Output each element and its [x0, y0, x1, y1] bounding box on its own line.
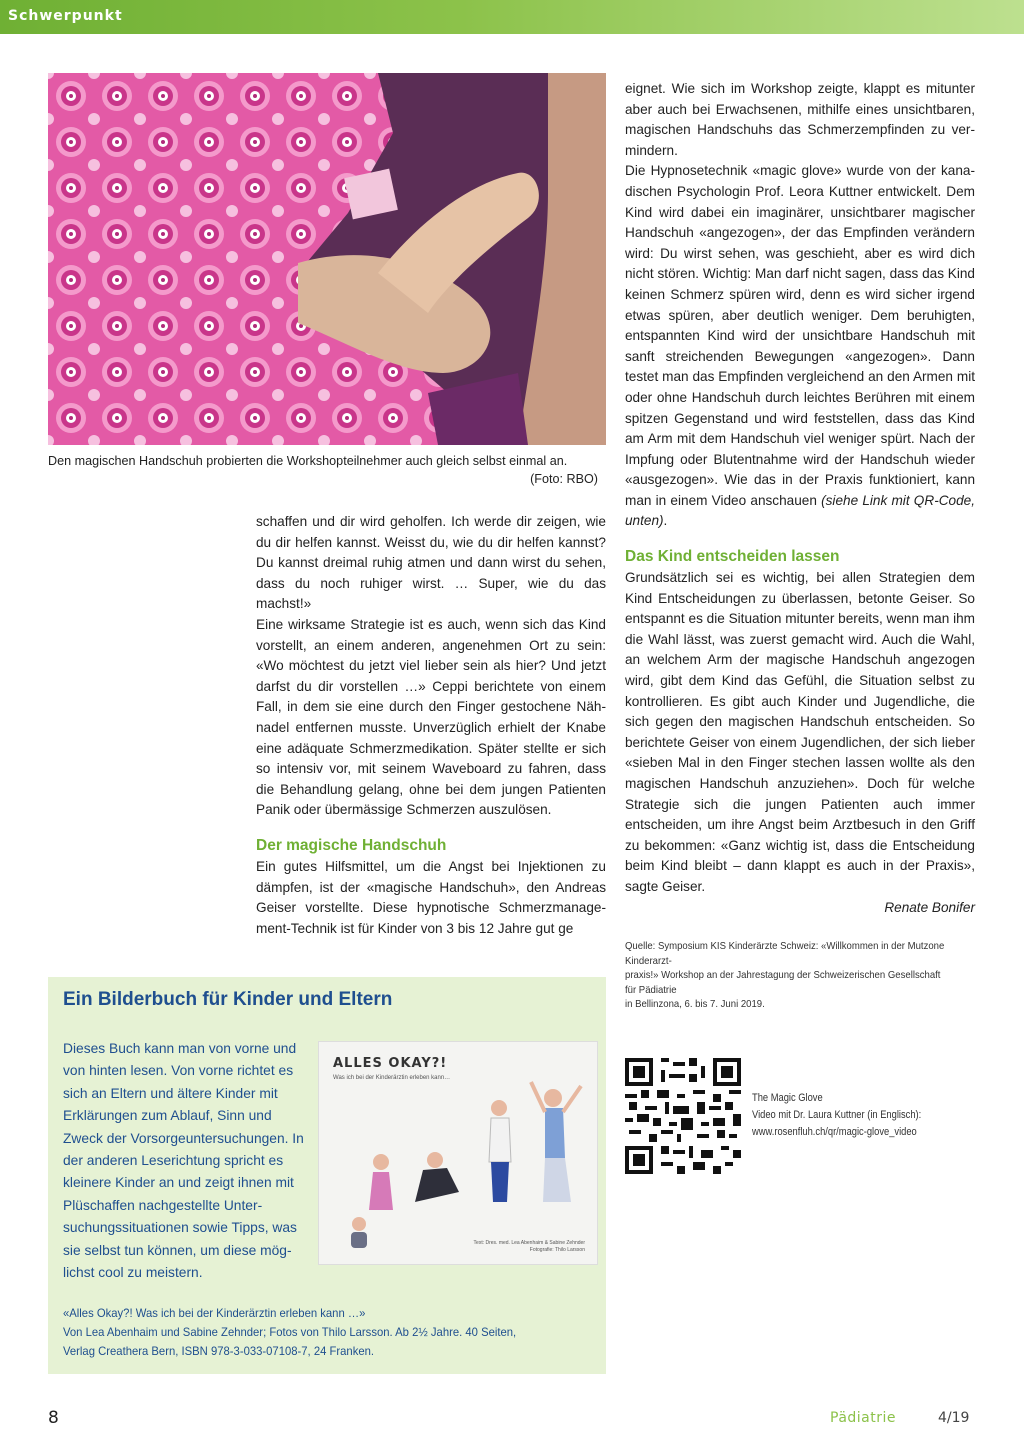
source-line: in Bellinzona, 6. bis 7. Juni 2019.	[625, 999, 765, 1011]
book-recommendation-box	[48, 977, 606, 1374]
page-number: 8	[48, 1408, 59, 1428]
book-cover-credit-line: Text: Dres. med. Lea Abenhaim & Sabine Zehnder	[473, 1240, 585, 1246]
qr-link[interactable]: www.rosenfluh.ch/qr/magic-glove_video	[752, 1126, 917, 1138]
photo-credit: (Foto: RBO)	[530, 472, 598, 486]
middle-column	[256, 512, 606, 939]
qr-caption	[752, 1090, 973, 1141]
book-details-line: Von Lea Abenhaim und Sabine Zehnder; Fotos von Thilo Larsson. Ab 2½ Jahre. 40 Seiten,	[63, 1325, 517, 1339]
paragraph-end: .	[663, 513, 668, 529]
book-cover-children-illustration	[319, 1042, 598, 1265]
qr-caption-line: Video mit Dr. Laura Kuttner (in Englisch):	[752, 1109, 922, 1121]
book-details-line: «Alles Okay?! Was ich bei der Kinderärztin erleben kann …»	[63, 1306, 366, 1320]
paragraph: Ein gutes Hilfsmittel, um die Angst bei Injektionen zu dämpfen, ist der «magische Handschuh», den Andreas Geiser vorstellte. Diese hypnotische Schmerzmanagement-Technik ist für Kinder von 3 bis 12 Jahre gut ge	[256, 858, 606, 936]
paragraph: Eine wirksame Strategie ist es auch, wenn sich das Kind vorstellt, an einem anderen, angenehmen Ort zu sein: «Wo möchtest du jetzt viel lieber sein als hier? Und jetzt darfst du dir vorstellen …» Ceppi berichtete von einem Fall, in dem sie eine durch den Finger gestochene Nähnadel entfernen musste. Unverzüglich erhielt der Knabe eine adäquate Schmerzmedikation. Später stellte er sich so intensiv vor, mit seinem Waveboard zu fahren, dass die Behandlung gelang, ohne bei dem jungen Patienten Panik oder übermässige Schmerzen auszulösen.	[256, 616, 606, 818]
source-note	[625, 940, 947, 1013]
section-title: Schwerpunkt	[8, 8, 123, 24]
subheading-child-decides: Das Kind entscheiden lassen	[625, 548, 840, 566]
paragraph: schaffen und dir wird geholfen. Ich werde dir zeigen, wie du dir helfen kannst. Weisst du, wie du dir helfen kannst? Du kannst dreimal ruhig atmen und dann wirst du sehen, dass du noch ruhiger wirst. … Super, wie du das machst!»	[256, 514, 606, 612]
book-cover-credit-line: Fotografie: Thilo Larsson	[529, 1247, 585, 1253]
qr-code-icon[interactable]	[625, 1058, 741, 1174]
photo-illustration	[48, 73, 606, 445]
paragraph: eignet. Wie sich im Workshop zeigte, klappt es mitunter aber auch bei Erwachsenen, mithilfe eines unsichtbaren, magischen Handschuhs das Schmerzempfinden zu vermindern.	[625, 81, 975, 158]
paragraph	[625, 161, 975, 532]
section-header-bar	[0, 0, 1024, 34]
issue-number: 4/19	[938, 1410, 970, 1426]
book-details	[63, 1304, 561, 1361]
photo-caption	[48, 452, 604, 486]
author-name: Renate Bonifer	[884, 899, 975, 915]
book-details-line: Verlag Creathera Bern, ISBN 978-3-033-07108-7, 24 Franken.	[63, 1344, 375, 1358]
qr-reference: (siehe Link mit QR-Code, unten)	[625, 492, 975, 529]
source-line: praxis!» Workshop an der Jahrestagung der Schweizerischen Gesellschaft für Pädiatrie	[625, 970, 941, 996]
book-cover-title: ALLES OKAY?!	[333, 1056, 448, 1071]
subheading-magic-glove: Der magische Handschuh	[256, 836, 447, 854]
box-text: Dieses Buch kann man von vorne und von hinten lesen. Von vorne richtet es sich an Eltern und ältere Kinder mit Erklärungen zum Ablauf, Sinn und Zweck der Vorsorgeuntersuchungen. In der anderen Leserichtung spricht es kleinere Kinder an und zeigt ihnen mit Plüschaffen nachgestellte Untersuchungssituationen sowie Tipps, was sie selbst tun können, um diese möglichst cool zu meistern.	[63, 1041, 304, 1281]
photo-caption-text: Den magischen Handschuh probierten die Workshopteilnehmer auch gleich selbst einmal an.	[48, 454, 568, 468]
journal-name: Pädiatrie	[830, 1410, 896, 1426]
article-photo	[48, 73, 606, 445]
source-line: Quelle: Symposium KIS Kinderärzte Schweiz: «Willkommen in der Mutzone Kinderarzt-	[625, 941, 945, 967]
book-cover-subtitle: Was ich bei der Kinderärztin erleben kann…	[333, 1075, 451, 1081]
right-column	[625, 79, 975, 918]
book-cover-credit	[474, 1240, 585, 1254]
paragraph-text: Die Hypnosetechnik «magic glove» wurde von der kanadischen Psychologin Prof. Leora Kuttner entwickelt. Dem Kind wird dabei ein imaginärer, unsichtbarer magischer Handschuh «angezogen», der das Empfinden verändern wird: Du wirst sehen, was geschieht, aber es wird dich nicht stören. Wichtig: Man darf nicht sagen, dass das Kind keinen Schmerz spüren wird, denn es wird sicher irgend etwas spüren, aber deutlich weniger. Dem beruhigten, entspannten Kind wird der unsichtbare Handschuh mit sanft streichenden Bewegungen «angezogen». Dann testet man das Empfinden vergleichend an den Armen mit oder ohne Handschuh durch leichtes Berühren mit einem spitzen Gegenstand und wird feststellen, dass das Kind am Arm mit dem Handschuh viel weniger spürt. Nach der Impfung oder Blutentnahme wird der Handschuh wieder «ausgezogen». Wie das in der Praxis funktioniert, kann man in einem Video anschauen	[625, 163, 975, 508]
box-title: Ein Bilderbuch für Kinder und Eltern	[63, 989, 393, 1010]
paragraph: Grundsätzlich sei es wichtig, bei allen Strategien dem Kind Entscheidungen zu überlassen, betonte Geiser. So entspannt es die Situation mitunter bereits, wenn man ihm die Wahl lässt, was zuerst gemacht wird. Auch die Wahl, an welchem Arm der magische Handschuh angezogen wird, gibt dem Kind das Gefühl, die Situation selbst zu kontrollieren. Es gibt auch Kinder und Jugendliche, die sich gegen den magischen Handschuh entscheiden. So berichtete Geiser von einem Jugendlichen, der sich lieber «sieben Mal in den Finger stechen lassen wollte als den magischen Handschuh anzuziehen». Doch für welche Strategie sich die jungen Patienten auch immer entscheiden, um ihre Angst beim Arztbesuch in den Griff zu bekommen: «Ganz wichtig ist, dass die Entscheidung beim Kind bleibt – dann klappt es auch in der Praxis», sagte Geiser.	[625, 570, 975, 894]
qr-caption-title: The Magic Glove	[752, 1092, 823, 1104]
book-cover-image	[318, 1041, 598, 1265]
